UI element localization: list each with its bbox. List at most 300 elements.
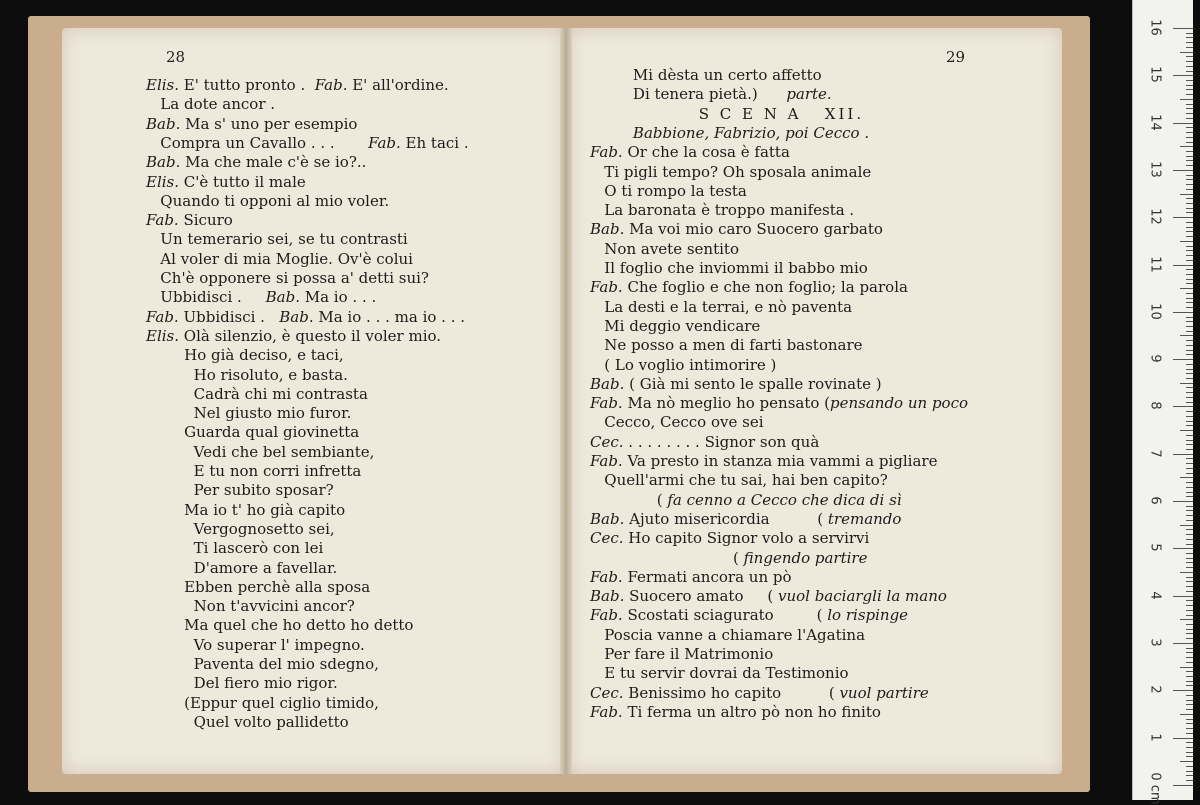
ruler-tick [1186, 189, 1193, 190]
speaker-or-direction: Fab. [590, 567, 623, 586]
line-text: Eh taci . [400, 133, 469, 152]
line-text: Or che la cosa è fatta [622, 143, 790, 162]
ruler-tick [1180, 99, 1193, 100]
ruler-tick [1186, 42, 1193, 43]
ruler-tick [1186, 397, 1193, 398]
ruler-tick [1186, 231, 1193, 232]
line-text: Ma io t' ho già capito [146, 500, 346, 519]
ruler-number: 4 [1147, 590, 1163, 600]
speaker-or-direction: Fab. [590, 143, 623, 162]
speaker-or-direction: Babbione, Fabrizio, poi Cecco . [632, 123, 870, 142]
ruler-tick [1186, 775, 1193, 776]
ruler-tick [1186, 227, 1193, 228]
speaker-or-direction: Fab. [146, 211, 179, 230]
ruler-tick [1186, 66, 1193, 67]
speaker-or-direction: vuol baciargli la mano [777, 587, 947, 606]
ruler-tick [1186, 203, 1193, 204]
text-line [146, 250, 413, 269]
line-text: Olà silenzio, è questo il voler mio. [179, 326, 442, 345]
text-line [146, 230, 408, 249]
line-text: Sicuro [178, 211, 233, 230]
ruler-tick [1186, 709, 1193, 710]
ruler-tick [1180, 477, 1193, 478]
ruler-tick [1180, 335, 1193, 336]
speaker-or-direction: vuol partire [839, 683, 929, 702]
ruler-tick [1186, 118, 1193, 119]
line-text: Ti lascerò con lei [146, 539, 324, 558]
ruler-tick [1186, 742, 1193, 743]
text-line [146, 520, 335, 539]
ruler-tick [1186, 449, 1193, 450]
ruler-tick [1186, 444, 1193, 445]
ruler-tick [1186, 369, 1193, 370]
ruler-number: 12 [1147, 208, 1163, 225]
ruler-tick [1180, 146, 1193, 147]
ruler-tick [1186, 591, 1193, 592]
text-line [590, 664, 849, 683]
ruler-tick [1186, 534, 1193, 535]
line-text: Vo superar l' impegno. [146, 635, 365, 654]
line-text: Poscia vanne a chiamare l'Agatina [590, 625, 866, 644]
text-line [590, 124, 869, 143]
ruler-tick [1173, 690, 1193, 691]
ruler-tick [1186, 520, 1193, 521]
speaker-or-direction: lo rispinge [827, 606, 909, 625]
ruler-tick [1186, 662, 1193, 663]
ruler-tick [1186, 473, 1193, 474]
line-text: Ho risoluto, e basta. [146, 365, 348, 384]
text-line [146, 404, 351, 423]
ruler-tick [1186, 624, 1193, 625]
line-text: Cadrà chi mi contrasta [146, 384, 368, 403]
ruler-tick [1180, 383, 1193, 384]
ruler-tick [1186, 416, 1193, 417]
ruler-tick [1186, 156, 1193, 157]
text-line [146, 616, 413, 635]
text-line [590, 220, 883, 239]
line-text: Ne posso a men di farti bastonare [590, 336, 863, 355]
text-line [146, 269, 429, 288]
ruler-tick [1180, 430, 1193, 431]
ruler-tick [1186, 283, 1193, 284]
line-text: Quando ti opponi al mio voler. [146, 191, 390, 210]
text-line [590, 143, 790, 162]
text-line [146, 153, 366, 172]
speaker-or-direction: fa cenno a Cecco che dica di sì [667, 490, 902, 509]
ruler-number: 11 [1147, 255, 1163, 273]
text-line [590, 66, 822, 85]
ruler-tick [1186, 269, 1193, 270]
ruler-tick [1186, 392, 1193, 393]
ruler-tick [1173, 359, 1193, 360]
line-text: Ti pigli tempo? Oh sposala animale [590, 162, 872, 181]
speaker-or-direction: Bab. [590, 509, 625, 528]
ruler-tick [1180, 288, 1193, 289]
ruler-tick [1173, 643, 1193, 644]
ruler-tick [1186, 766, 1193, 767]
text-line [146, 462, 361, 481]
text-line [146, 578, 370, 597]
text-line [146, 173, 306, 192]
speaker-or-direction: Bab. [590, 220, 625, 239]
text-line [146, 481, 334, 500]
text-line [590, 105, 864, 124]
ruler-tick [1186, 700, 1193, 701]
ruler-tick [1173, 596, 1193, 597]
ruler-tick [1186, 165, 1193, 166]
text-line [146, 95, 275, 114]
line-text: Ma io . . . [299, 288, 377, 307]
text-line [590, 529, 869, 548]
speaker-or-direction: Elis. [146, 172, 180, 191]
text-line [146, 308, 465, 327]
ruler-tick [1186, 61, 1193, 62]
ruler-tick [1186, 756, 1193, 757]
ruler-tick [1186, 222, 1193, 223]
line-text: Vedi che bel sembiante, [146, 442, 375, 461]
ruler-tick [1186, 771, 1193, 772]
line-text: Compra un Cavallo . . . [146, 133, 369, 152]
line-text: Ebben perchè alla sposa [146, 577, 371, 596]
ruler-tick [1186, 411, 1193, 412]
ruler-tick [1186, 104, 1193, 105]
ruler-tick [1173, 454, 1193, 455]
ruler-number: 5 [1147, 543, 1163, 552]
line-text: E tu non corri infretta [146, 462, 362, 480]
ruler-tick [1186, 463, 1193, 464]
text-line [146, 327, 441, 346]
line-text: Ma voi mio caro Suocero garbato [624, 220, 883, 239]
line-text: ( [590, 490, 668, 509]
text-line [590, 587, 947, 606]
text-line [146, 76, 449, 95]
speaker-or-direction: Cec. [590, 432, 624, 451]
ruler-tick [1186, 307, 1193, 308]
ruler-tick [1186, 615, 1193, 616]
ruler-tick [1186, 71, 1193, 72]
ruler-tick [1186, 510, 1193, 511]
speaker-or-direction: Bab. [590, 587, 625, 606]
ruler-tick [1186, 340, 1193, 341]
ruler-tick [1180, 194, 1193, 195]
ruler-tick [1186, 458, 1193, 459]
ruler-tick [1186, 236, 1193, 237]
ruler-tick [1186, 89, 1193, 90]
ruler-tick [1186, 553, 1193, 554]
ruler-number: 3 [1147, 638, 1163, 647]
text-line [146, 674, 338, 693]
ruler-tick [1186, 175, 1193, 176]
ruler-tick [1186, 562, 1193, 563]
text-line [590, 278, 908, 297]
ruler-number: 15 [1147, 66, 1163, 84]
ruler-tick [1186, 373, 1193, 374]
page-number-right: 29 [946, 48, 966, 66]
speaker-or-direction: fingendo partire [743, 548, 868, 567]
text-line [590, 163, 871, 182]
ruler-tick [1186, 558, 1193, 559]
ruler-unit: 0 cm [1147, 772, 1163, 805]
ruler-tick [1186, 56, 1193, 57]
line-text: Ma quel che ho detto ho detto [146, 616, 414, 635]
line-text: Non avete sentito [590, 239, 739, 258]
ruler-tick [1186, 293, 1193, 294]
ruler-tick [1186, 440, 1193, 441]
text-line [146, 539, 323, 558]
line-text: Per fare il Matrimonio [590, 645, 774, 663]
speaker-or-direction: Elis. [146, 326, 180, 345]
line-text: O ti rompo la testa [590, 181, 747, 200]
ruler-number: 16 [1147, 19, 1163, 36]
ruler-number: 13 [1147, 161, 1163, 178]
ruler-tick [1186, 652, 1193, 653]
ruler-tick [1186, 482, 1193, 483]
ruler-tick [1173, 123, 1193, 124]
ruler-tick [1186, 496, 1193, 497]
line-text: Ti ferma un altro pò non ho finito [622, 702, 881, 721]
ruler-tick [1186, 302, 1193, 303]
ruler-tick [1186, 137, 1193, 138]
line-text: Ubbidisci . [178, 307, 280, 326]
line-text: La baronata è troppo manifesta . [590, 201, 855, 220]
ruler-tick [1173, 501, 1193, 502]
ruler-tick [1186, 539, 1193, 540]
text-line [590, 182, 747, 201]
line-text: C'è tutto il male [179, 172, 306, 191]
page-number-left: 28 [166, 48, 186, 66]
ruler-tick [1186, 567, 1193, 568]
line-text: Mi deggio vendicare [590, 316, 761, 335]
text-line [590, 356, 776, 375]
text-line [590, 394, 968, 413]
ruler-tick [1186, 577, 1193, 578]
speaker-or-direction: Bab. [146, 153, 181, 172]
speaker-or-direction: Bab. [146, 114, 181, 133]
ruler-tick [1186, 695, 1193, 696]
text-line [590, 317, 760, 336]
text-line [590, 549, 867, 568]
line-text: Vergognosetto sei, [146, 519, 335, 538]
ruler-tick [1186, 378, 1193, 379]
text-line [590, 259, 868, 278]
ruler-tick [1186, 151, 1193, 152]
speaker-or-direction: Cec. [590, 683, 624, 702]
ruler-number: 14 [1147, 113, 1163, 131]
ruler-tick [1186, 260, 1193, 261]
line-text: Suocero amato ( [624, 587, 778, 606]
text-line [146, 192, 389, 211]
text-line [146, 713, 349, 732]
ruler-tick [1186, 529, 1193, 530]
line-text: Un temerario sei, se tu contrasti [146, 230, 408, 249]
line-text: Non t'avvicini ancor? [146, 597, 355, 616]
ruler-tick [1186, 331, 1193, 332]
text-line [146, 211, 233, 230]
ruler-tick [1186, 421, 1193, 422]
line-text: Scostati sciagurato ( [622, 606, 828, 625]
line-text: Cecco, Cecco ove sei [590, 413, 764, 432]
line-text: Ubbidisci . [146, 288, 266, 307]
line-text: Di tenera pietà.) [590, 85, 787, 104]
ruler-tick [1186, 298, 1193, 299]
ruler-tick [1186, 246, 1193, 247]
ruler-tick [1186, 160, 1193, 161]
ruler-tick [1180, 761, 1193, 762]
text-line [590, 433, 819, 452]
ruler-tick [1173, 75, 1193, 76]
speaker-or-direction: Bab. [265, 288, 300, 307]
line-text: E tu servir dovrai da Testimonio [590, 664, 849, 683]
ruler-tick [1186, 127, 1193, 128]
ruler-tick [1186, 208, 1193, 209]
text-line [146, 385, 368, 404]
ruler-number: 10 [1147, 303, 1163, 320]
ruler-tick [1173, 785, 1193, 786]
ruler-tick [1173, 406, 1193, 407]
speaker-or-direction: Fab. [146, 307, 179, 326]
measuring-ruler [1132, 0, 1193, 805]
line-text: Nel giusto mio furor. [146, 404, 352, 423]
ruler-tick [1186, 33, 1193, 34]
ruler-tick [1173, 265, 1193, 266]
line-text: (Eppur quel ciglio timido, [146, 693, 379, 712]
text-line [146, 443, 374, 462]
speaker-or-direction: pensando un poco [830, 394, 969, 413]
line-text: Ho già deciso, e taci, [146, 346, 344, 365]
ruler-tick [1186, 326, 1193, 327]
ruler-number: 8 [1147, 401, 1163, 411]
ruler-tick [1186, 142, 1193, 143]
speaker-or-direction: Fab. [590, 452, 623, 470]
ruler-tick [1186, 274, 1193, 275]
ruler-number: 7 [1147, 449, 1163, 458]
ruler-tick [1180, 667, 1193, 668]
line-text: ( [590, 548, 744, 567]
ruler-tick [1173, 312, 1193, 313]
text-line [590, 413, 764, 432]
ruler-tick [1180, 241, 1193, 242]
line-text: Quell'armi che tu sai, hai ben capito? [590, 471, 888, 490]
book-gutter [560, 28, 572, 774]
line-text: E' tutto pronto . [179, 76, 315, 94]
ruler-tick [1180, 52, 1193, 53]
ruler-tick [1180, 525, 1193, 526]
ruler-tick [1186, 37, 1193, 38]
line-text: D'amore a favellar. [146, 558, 338, 577]
ruler-tick [1186, 113, 1193, 114]
text-line [590, 645, 773, 664]
line-text: Ajuto misericordia ( [624, 509, 828, 528]
text-line [590, 626, 865, 645]
ruler-tick [1186, 94, 1193, 95]
line-text [590, 124, 633, 142]
ruler-tick [1186, 544, 1193, 545]
ruler-number: 9 [1147, 354, 1163, 363]
text-line [590, 568, 792, 587]
line-text: Al voler di mia Moglie. Ov'è colui [146, 249, 413, 268]
text-line [590, 684, 929, 703]
speaker-or-direction: Cec. [590, 529, 624, 548]
ruler-tick [1186, 605, 1193, 606]
text-line [146, 366, 348, 385]
ruler-tick [1186, 364, 1193, 365]
text-line [146, 597, 355, 616]
ruler-tick [1186, 747, 1193, 748]
ruler-tick [1173, 738, 1193, 739]
line-text: Ma s' uno per esempio [180, 114, 358, 133]
ruler-tick [1186, 402, 1193, 403]
speaker-or-direction: Fab. [590, 702, 623, 721]
speaker-or-direction: tremando [827, 509, 902, 528]
ruler-tick [1186, 47, 1193, 48]
line-text: Quel volto pallidetto [146, 712, 349, 731]
text-line [146, 636, 365, 655]
text-line [146, 501, 345, 520]
ruler-number: 6 [1147, 496, 1163, 505]
line-text: Il foglio che inviommi il babbo mio [590, 259, 868, 277]
ruler-tick [1186, 387, 1193, 388]
ruler-tick [1180, 714, 1193, 715]
text-line [146, 288, 376, 307]
ruler-tick [1186, 610, 1193, 611]
ruler-tick [1186, 179, 1193, 180]
ruler-number: 1 [1147, 732, 1163, 742]
ruler-tick [1186, 345, 1193, 346]
ruler-tick [1186, 681, 1193, 682]
text-line [146, 655, 379, 674]
ruler-tick [1186, 704, 1193, 705]
ruler-tick [1186, 638, 1193, 639]
ruler-tick [1186, 321, 1193, 322]
speaker-or-direction: parte. [786, 85, 832, 104]
ruler-tick [1186, 648, 1193, 649]
ruler-tick [1186, 80, 1193, 81]
ruler-tick [1173, 170, 1193, 171]
ruler-tick [1186, 728, 1193, 729]
line-text: ( Lo voglio intimorire ) [590, 355, 777, 374]
ruler-tick [1173, 28, 1193, 29]
ruler-tick [1186, 354, 1193, 355]
ruler-tick [1186, 350, 1193, 351]
line-text: Mi dèsta un certo affetto [590, 66, 822, 84]
text-line [590, 471, 888, 490]
text-line [590, 491, 902, 510]
line-text: La desti e la terrai, e nò paventa [590, 297, 853, 316]
ruler-tick [1186, 184, 1193, 185]
ruler-tick [1186, 468, 1193, 469]
line-text: Ch'è opponere si possa a' detti sui? [146, 269, 429, 287]
ruler-tick [1173, 217, 1193, 218]
ruler-tick [1186, 671, 1193, 672]
speaker-or-direction: Fab. [590, 394, 623, 413]
line-text: Paventa del mio sdegno, [146, 655, 379, 673]
ruler-tick [1186, 108, 1193, 109]
ruler-tick [1173, 548, 1193, 549]
text-line [146, 423, 359, 442]
ruler-tick [1186, 198, 1193, 199]
ruler-tick [1186, 212, 1193, 213]
left-page [62, 28, 564, 774]
text-line [590, 452, 937, 471]
text-line [590, 375, 882, 394]
ruler-tick [1186, 492, 1193, 493]
ruler-tick [1186, 255, 1193, 256]
line-text: ( Già mi sento le spalle rovinate ) [624, 374, 882, 393]
speaker-or-direction: Fab. [590, 606, 623, 625]
text-line [590, 336, 863, 355]
line-text: Ma io . . . ma io . . . [313, 307, 466, 326]
ruler-tick [1186, 132, 1193, 133]
